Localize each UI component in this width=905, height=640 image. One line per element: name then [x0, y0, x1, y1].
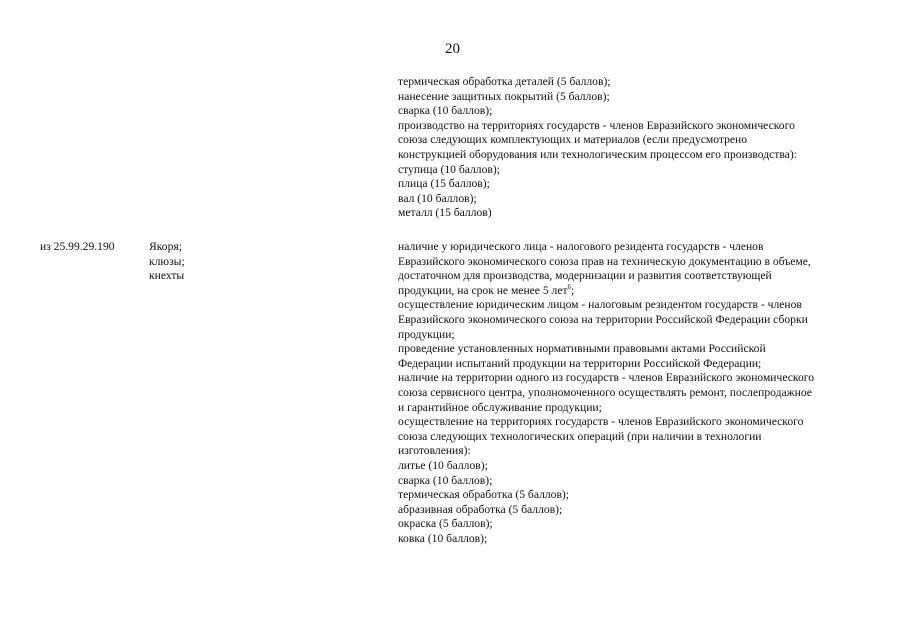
- product-name: Якоря;: [149, 240, 182, 253]
- requirement-line: металл (15 баллов): [398, 206, 492, 220]
- requirement-line: наличие на территории одного из государств - членов Евразийского экономического: [398, 371, 815, 385]
- product-code: из 25.99.29.190: [40, 240, 115, 253]
- requirement-line: Федерации испытаний продукции на территории Российской Федерации;: [398, 356, 762, 370]
- requirement-line-with-footnote: [398, 284, 888, 299]
- product-name: клюзы;: [149, 254, 185, 268]
- requirement-line: наличие у юридического лица - налогового резидента государств - членов: [398, 240, 764, 253]
- requirement-line: абразивная обработка (5 баллов);: [398, 502, 563, 516]
- requirement-line: осуществление юридическим лицом - налоговым резидентом государств - членов: [398, 298, 802, 312]
- requirement-line: достаточном для производства, модернизации и развития соответствующей: [398, 269, 772, 283]
- requirement-line: плица (15 баллов);: [398, 177, 490, 191]
- requirement-line: Евразийского экономического союза прав на техническую документацию в объеме,: [398, 254, 811, 268]
- requirement-line: Евразийского экономического союза на территории Российской Федерации сборки: [398, 312, 808, 326]
- requirement-line: производство на территориях государств - членов Евразийского экономического: [398, 118, 795, 132]
- requirement-line: термическая обработка (5 баллов);: [398, 488, 569, 502]
- requirement-line-end: ;: [571, 283, 575, 297]
- requirement-line: изготовления):: [398, 444, 471, 458]
- requirement-line: сварка (10 баллов);: [398, 473, 493, 487]
- requirement-line: литье (10 баллов);: [398, 458, 488, 472]
- requirement-line: осуществление на территориях государств - членов Евразийского экономического: [398, 415, 804, 429]
- requirement-line: вал (10 баллов);: [398, 191, 477, 205]
- requirement-text: продукции, на срок не менее 5 лет: [398, 283, 568, 297]
- requirement-line: проведение установленных нормативными правовыми актами Российской: [398, 342, 766, 356]
- requirement-line: союза сервисного центра, уполномоченного осуществлять ремонт, послепродажное: [398, 385, 812, 399]
- footnote-mark: 6: [567, 282, 572, 291]
- requirement-line: и гарантийное обслуживание продукции;: [398, 400, 602, 414]
- product-name: кнехты: [149, 269, 185, 283]
- requirement-line: термическая обработка деталей (5 баллов);: [398, 75, 611, 88]
- requirement-line: союза следующих технологических операций (при наличии в технологии: [398, 429, 762, 443]
- requirement-line: окраска (5 баллов);: [398, 517, 493, 531]
- requirement-line: ступица (10 баллов);: [398, 162, 500, 176]
- requirement-line: продукции;: [398, 327, 455, 341]
- requirement-line: ковка (10 баллов);: [398, 531, 488, 545]
- continuation-requirements: [398, 75, 888, 221]
- requirement-line: нанесение защитных покрытий (5 баллов);: [398, 89, 610, 103]
- requirement-line: союза следующих комплектующих и материалов (если предусмотрено: [398, 133, 748, 147]
- product-names: [149, 240, 185, 284]
- page-number: 20: [445, 41, 460, 57]
- requirement-line: конструкцией оборудования или технологическим процессом его производства):: [398, 147, 797, 161]
- requirement-line: сварка (10 баллов);: [398, 104, 493, 118]
- row-requirements: [398, 240, 888, 546]
